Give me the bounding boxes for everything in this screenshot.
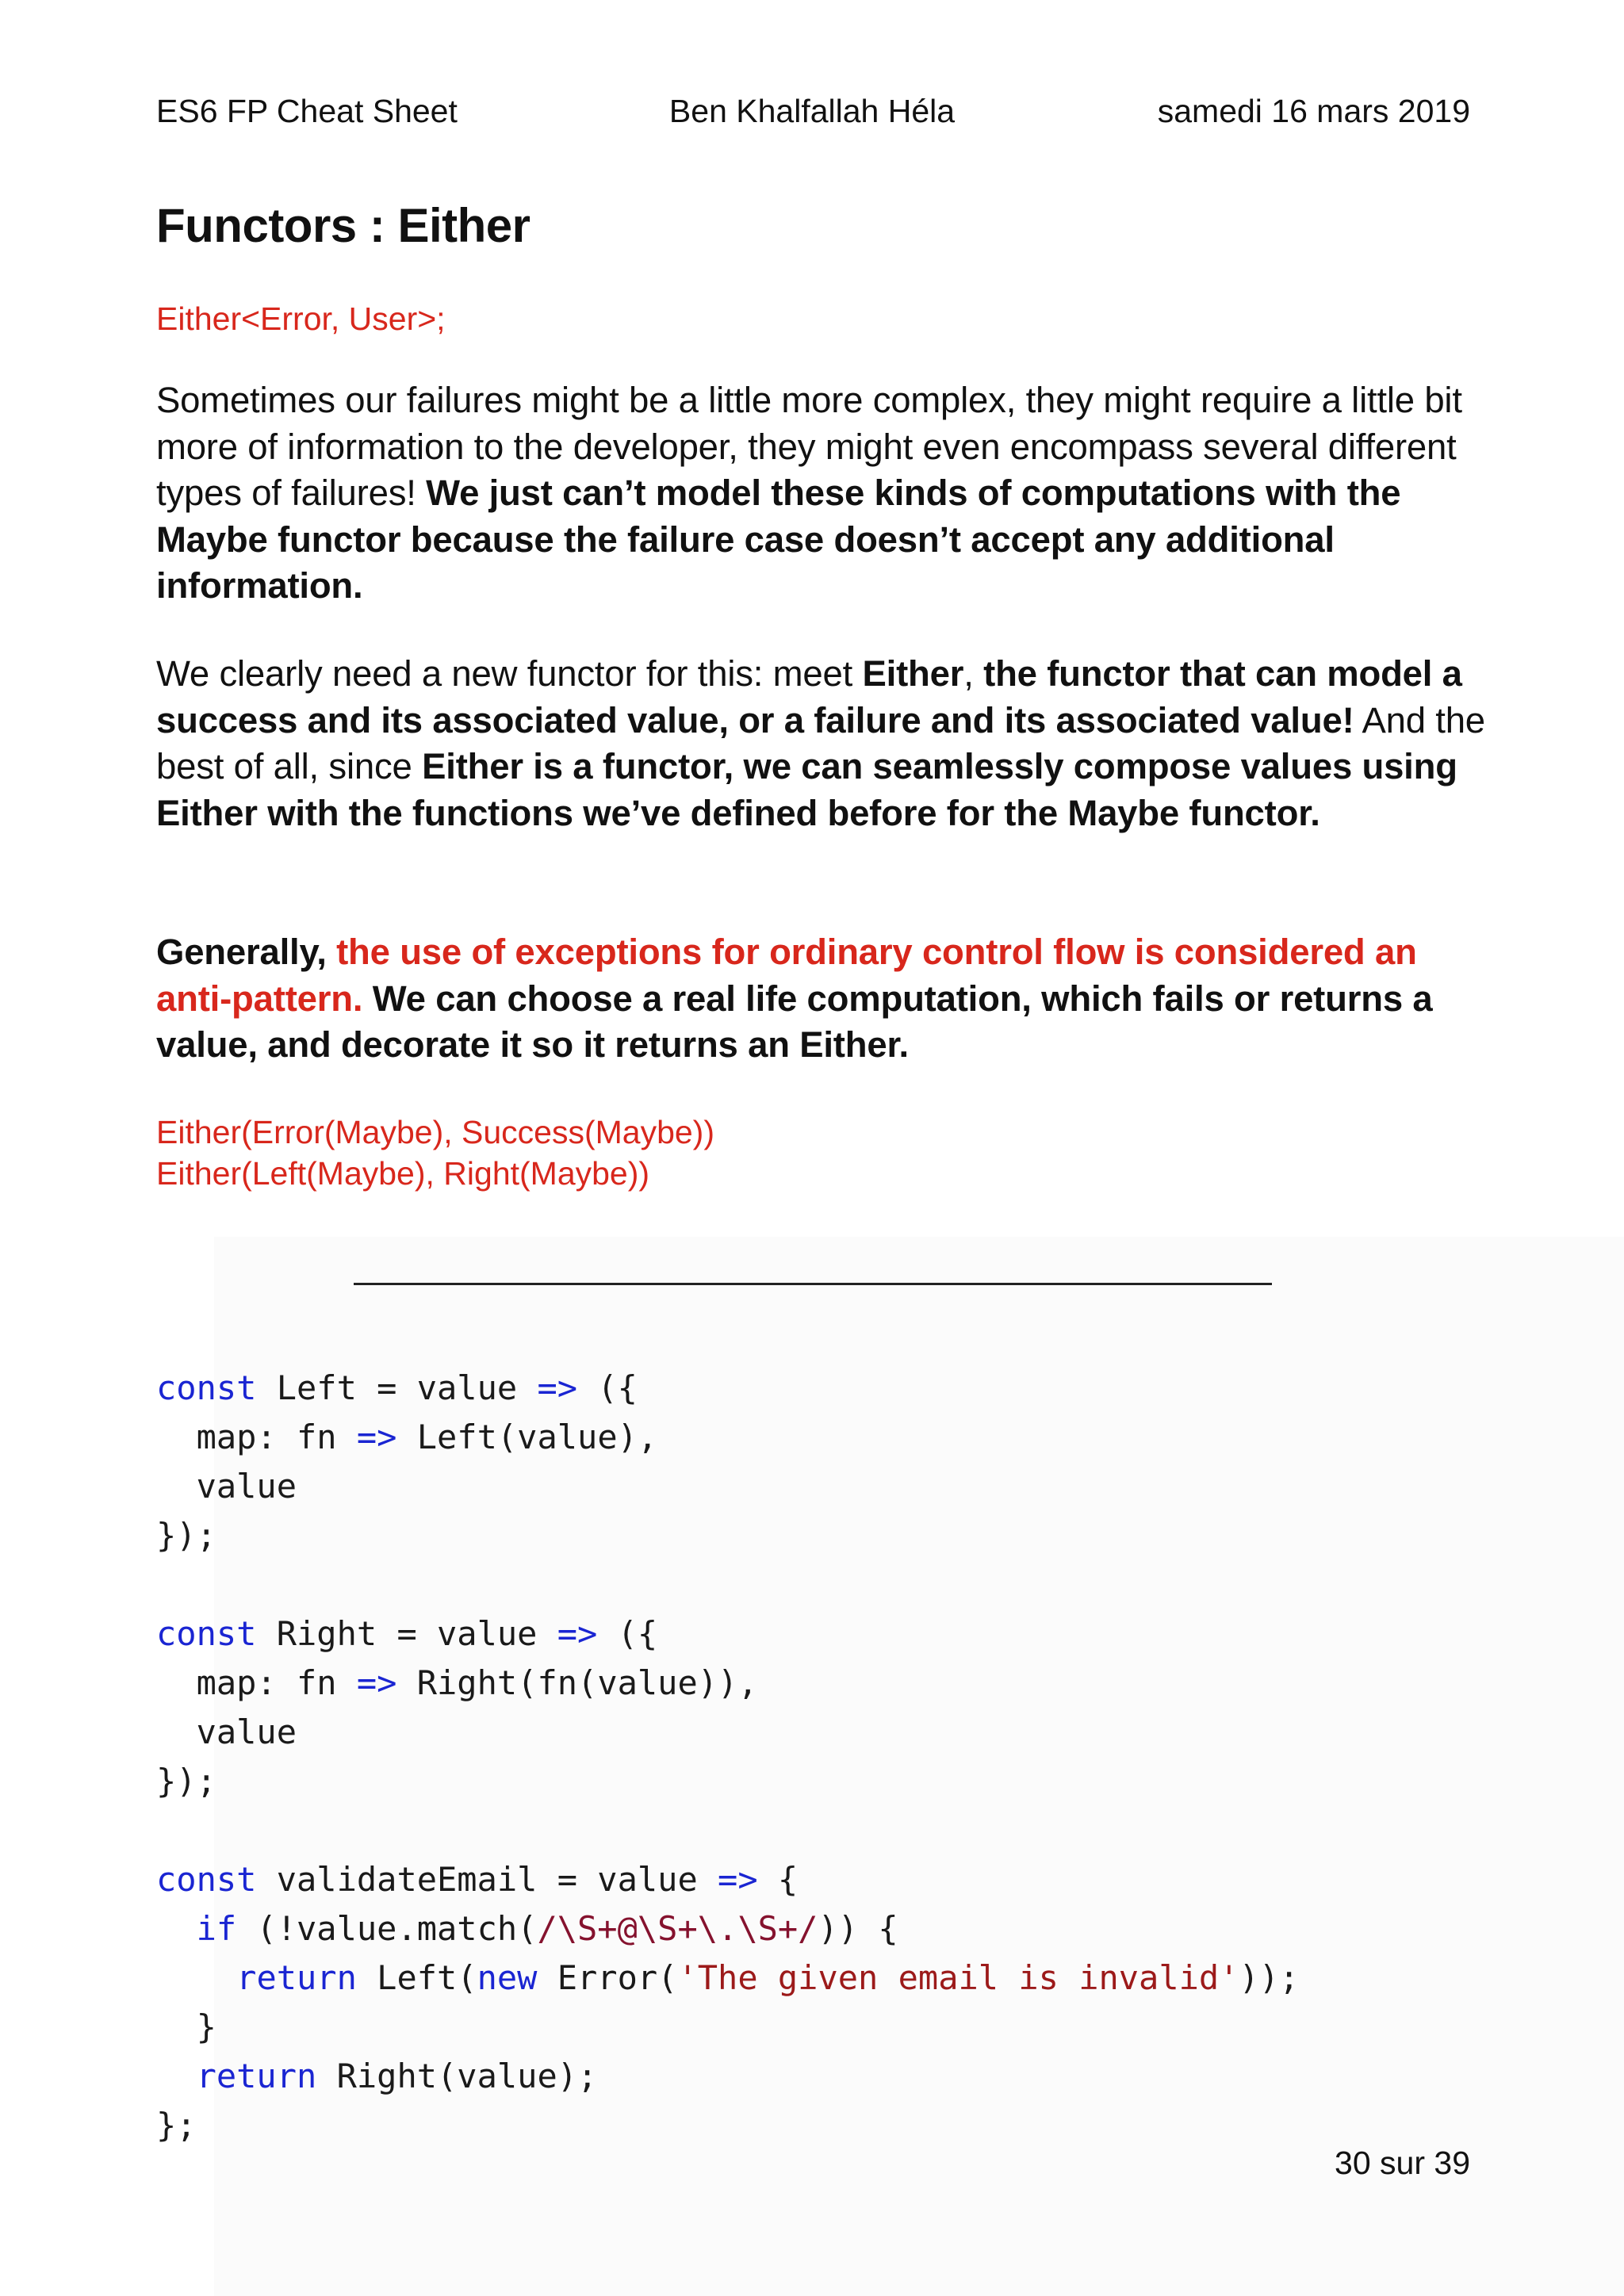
- p2-text-3: And the best of all, since: [156, 699, 1485, 786]
- page-title: Functors : Either: [156, 199, 530, 252]
- code-regex: /\S+@\S+\.\S+/: [537, 1909, 818, 1948]
- code-line: [156, 1659, 1299, 1708]
- code-line: [156, 1609, 1299, 1659]
- code-string: 'The given email is invalid': [677, 1958, 1239, 1997]
- code-text: Right(fn(value)),: [396, 1663, 758, 1702]
- code-text: Right = value: [256, 1614, 557, 1653]
- code-keyword: return: [196, 2057, 317, 2095]
- header-doc-title: ES6 FP Cheat Sheet: [156, 93, 458, 129]
- code-keyword: const: [156, 1860, 257, 1899]
- either-form-line: Either(Error(Maybe), Success(Maybe)): [156, 1114, 714, 1150]
- code-keyword: =>: [356, 1663, 397, 1702]
- code-keyword: if: [196, 1909, 237, 1948]
- paragraph-either: [156, 651, 1488, 836]
- p3-bold-1: Generally,: [156, 932, 337, 972]
- divider-rule: [354, 1283, 1272, 1285]
- code-text: ({: [577, 1368, 638, 1407]
- paragraph-intro-bold: We just can’t model these kinds of computations with the Maybe functor because the failure case doesn’t accept any additional information.: [156, 473, 1401, 606]
- code-line: [156, 1708, 1299, 1757]
- code-text: };: [156, 2106, 197, 2145]
- code-keyword: =>: [356, 1418, 397, 1456]
- code-text: value: [156, 1712, 297, 1751]
- code-text: map: fn: [156, 1663, 357, 1702]
- code-keyword: =>: [557, 1614, 598, 1653]
- code-text: validateEmail = value: [256, 1860, 718, 1899]
- code-line: [156, 1413, 1299, 1462]
- code-line: [156, 2003, 1299, 2052]
- code-text: Left(value),: [396, 1418, 658, 1456]
- code-text: ));: [1239, 1958, 1300, 1997]
- either-forms: [156, 1112, 714, 1194]
- paragraph-intro: [156, 377, 1488, 610]
- code-keyword: =>: [718, 1860, 758, 1899]
- p2-bold-1: Either: [862, 653, 964, 694]
- either-form-line: Either(Left(Maybe), Right(Maybe)): [156, 1155, 650, 1192]
- page-number: 30 sur 39: [1335, 2145, 1470, 2181]
- code-text: value: [156, 1467, 297, 1506]
- code-text: [156, 2057, 197, 2095]
- code-keyword: new: [477, 1958, 538, 1997]
- p3-bold-2: We can choose a real life computation, which fails or returns a value, and decorate it so it returns an Either.: [156, 978, 1433, 1065]
- code-text: Left = value: [256, 1368, 538, 1407]
- code-line: [156, 1954, 1299, 2003]
- p2-text-2: ,: [963, 653, 984, 694]
- code-text: (!value.match(: [236, 1909, 538, 1948]
- code-line: [156, 1855, 1299, 1904]
- code-text: Error(: [537, 1958, 678, 1997]
- code-line: [156, 1904, 1299, 1954]
- p2-bold-2: the functor that can model a success and its associated value, or a failure and its associated value!: [156, 653, 1462, 740]
- code-text: map: fn: [156, 1418, 357, 1456]
- code-line: [156, 2052, 1299, 2101]
- code-line: [156, 1364, 1299, 1413]
- code-blank-line: [156, 1560, 1299, 1609]
- code-keyword: return: [236, 1958, 357, 1997]
- code-keyword: const: [156, 1614, 257, 1653]
- header-author: Ben Khalfallah Héla: [668, 93, 956, 129]
- paragraph-intro-text: Sometimes our failures might be a little more complex, they might require a little bit more of information to the developer, they might even encompass several different types of failures!: [156, 380, 1462, 513]
- code-line: [156, 1511, 1299, 1560]
- code-text: });: [156, 1762, 216, 1800]
- code-block: [156, 1364, 1299, 2150]
- code-text: [156, 1909, 197, 1948]
- code-text: Right(value);: [316, 2057, 598, 2095]
- code-keyword: const: [156, 1368, 257, 1407]
- code-line: [156, 2101, 1299, 2150]
- p2-text-1: We clearly need a new functor for this: meet: [156, 653, 863, 694]
- p2-bold-3: Either is a functor, we can seamlessly compose values using Either with the functions we’ve defined before for the Maybe functor.: [156, 746, 1457, 833]
- code-text: [156, 1958, 236, 1997]
- code-text: )) {: [818, 1909, 898, 1948]
- code-text: });: [156, 1516, 216, 1555]
- code-line: [156, 1462, 1299, 1511]
- header-date: samedi 16 mars 2019: [1157, 93, 1470, 129]
- either-signature: Either<Error, User>;: [156, 300, 446, 337]
- p3-red-highlight: the use of exceptions for ordinary control flow is considered an anti-pattern.: [156, 932, 1417, 1019]
- code-text: {: [757, 1860, 799, 1899]
- code-text: Left(: [356, 1958, 477, 1997]
- code-text: }: [156, 2007, 216, 2046]
- code-line: [156, 1757, 1299, 1806]
- code-blank-line: [156, 1806, 1299, 1855]
- code-keyword: =>: [537, 1368, 578, 1407]
- code-text: ({: [597, 1614, 658, 1653]
- paragraph-exceptions: [156, 929, 1488, 1069]
